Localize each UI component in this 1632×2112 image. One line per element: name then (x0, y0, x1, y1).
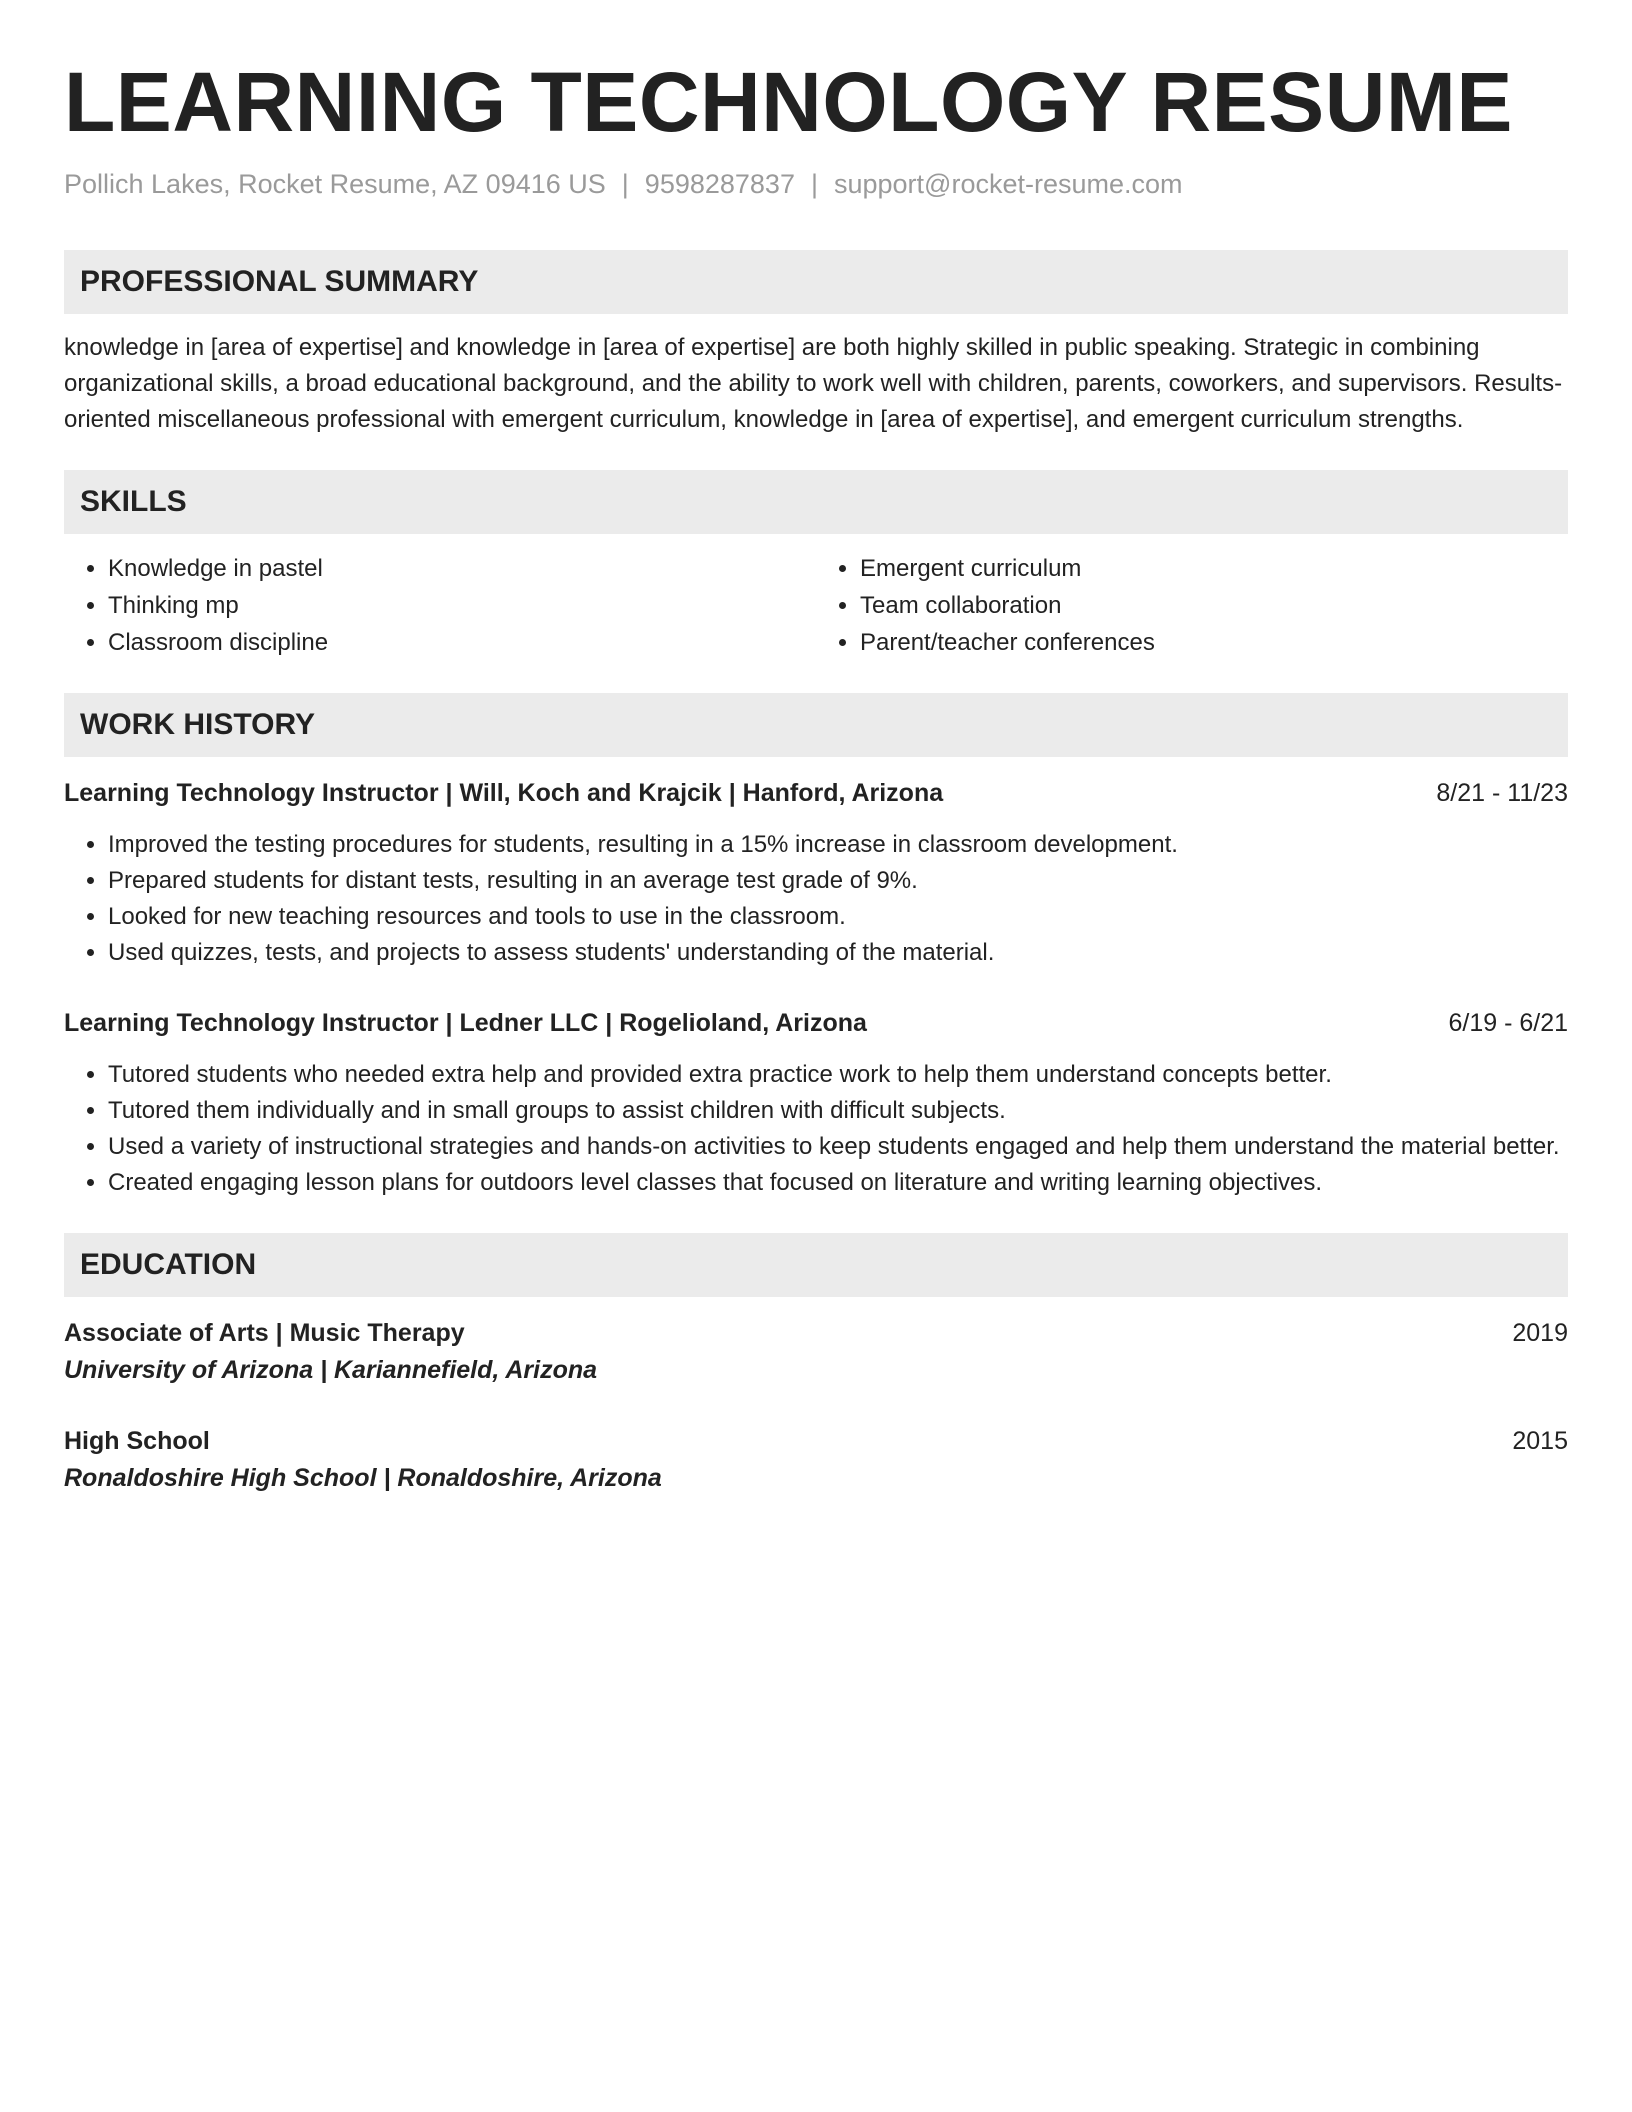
job-bullet: • Created engaging lesson plans for outdoors level classes that focused on literature and writing learning objectives. (108, 1165, 1568, 1201)
job-header (64, 1005, 1568, 1041)
job-bullet: • Looked for new teaching resources and tools to use in the classroom. (108, 899, 1568, 935)
job-entry (64, 1005, 1568, 1201)
education-school: Ronaldoshire High School | Ronaldoshire, Arizona (64, 1463, 662, 1492)
job-bullets (64, 1057, 1568, 1201)
job-header (64, 775, 1568, 811)
contact-address: Pollich Lakes, Rocket Resume, AZ 09416 US (64, 168, 606, 199)
job-dates: 6/19 - 6/21 (1448, 1008, 1568, 1037)
skill-item: • Thinking mp (108, 587, 816, 624)
contact-phone: 9598287837 (644, 168, 795, 199)
job-bullet: • Used quizzes, tests, and projects to assess students' understanding of the material. (108, 935, 1568, 971)
summary-heading: PROFESSIONAL SUMMARY (80, 264, 479, 298)
job-bullet: • Tutored them individually and in small groups to assist children with difficult subjects. (108, 1093, 1568, 1129)
job-title: Learning Technology Instructor | Will, Koch and Krajcik | Hanford, Arizona (64, 778, 944, 807)
job-entry (64, 775, 1568, 971)
work-heading: WORK HISTORY (80, 707, 316, 741)
summary-section-header (64, 250, 1568, 314)
contact-separator: | (810, 168, 818, 199)
work-section-header (64, 693, 1568, 757)
education-school: University of Arizona | Kariannefield, Arizona (64, 1355, 598, 1384)
contact-email: support@rocket-resume.com (833, 168, 1183, 199)
contact-separator: | (621, 168, 629, 199)
job-dates: 8/21 - 11/23 (1436, 778, 1568, 807)
skill-item: • Parent/teacher conferences (860, 624, 1568, 661)
education-section-header (64, 1233, 1568, 1297)
job-bullet: • Improved the testing procedures for students, resulting in a 15% increase in classroom development. (108, 827, 1568, 863)
job-bullets (64, 827, 1568, 971)
education-header (64, 1315, 1568, 1351)
summary-text: knowledge in [area of expertise] and knowledge in [area of expertise] are both highly skilled in public speaking. Strategic in combining organizational skills, a broad educational background, and the ability to work well with children, parents, coworkers, and supervisors. Results-oriented miscellaneous professional with emergent curriculum, knowledge in [area of expertise], and emergent curriculum strengths. (64, 333, 1563, 433)
education-heading: EDUCATION (80, 1247, 257, 1281)
education-entry (64, 1423, 1568, 1497)
skills-column-left (64, 550, 816, 661)
education-entry (64, 1315, 1568, 1389)
skill-item: • Classroom discipline (108, 624, 816, 661)
skill-item: • Knowledge in pastel (108, 550, 816, 587)
resume-title: LEARNING TECHNOLOGY RESUME (64, 55, 1513, 149)
education-year: 2019 (1512, 1318, 1568, 1347)
education-year: 2015 (1512, 1426, 1568, 1455)
job-title: Learning Technology Instructor | Ledner LLC | Rogelioland, Arizona (64, 1008, 867, 1037)
skills-column-right (816, 550, 1568, 661)
education-degree: High School (64, 1426, 210, 1455)
education-degree: Associate of Arts | Music Therapy (64, 1318, 465, 1347)
skills-heading: SKILLS (80, 484, 187, 518)
job-bullet: • Prepared students for distant tests, resulting in an average test grade of 9%. (108, 863, 1568, 899)
education-header (64, 1423, 1568, 1459)
job-bullet: • Tutored students who needed extra help and provided extra practice work to help them understand concepts better. (108, 1057, 1568, 1093)
skills-section-header (64, 470, 1568, 534)
skill-item: • Team collaboration (860, 587, 1568, 624)
contact-line (64, 167, 1568, 202)
skills-list (64, 550, 1568, 661)
job-bullet: • Used a variety of instructional strategies and hands-on activities to keep students engaged and help them understand the material better. (108, 1129, 1568, 1165)
skill-item: • Emergent curriculum (860, 550, 1568, 587)
